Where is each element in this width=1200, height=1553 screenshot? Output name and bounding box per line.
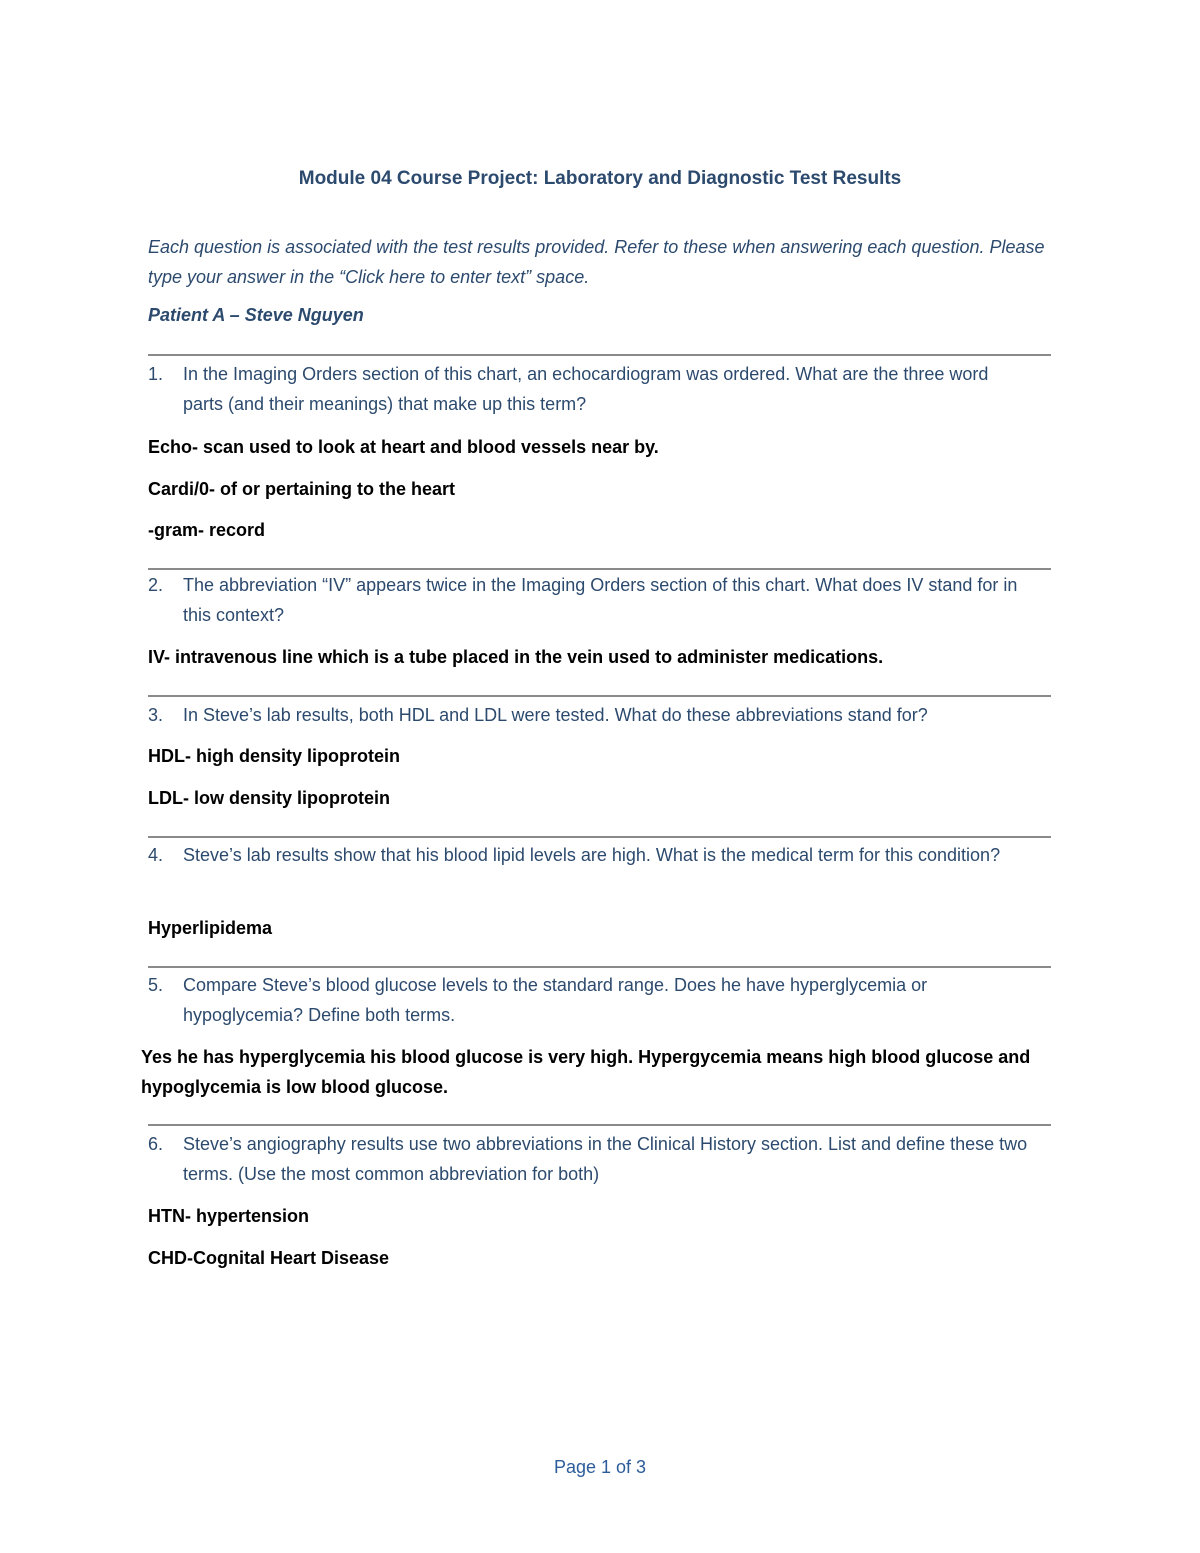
question-text: The abbreviation “IV” appears twice in the Imaging Orders section of this chart. What does IV stand for in this context? — [183, 575, 1018, 625]
question-text: Steve’s lab results show that his blood lipid levels are high. What is the medical term for this condition? — [183, 845, 1001, 865]
patient-heading: Patient A – Steve Nguyen — [148, 305, 364, 325]
question-number: 1. — [148, 364, 164, 384]
answer-field[interactable]: IV- intravenous line which is a tube placed in the vein used to administer medications. — [148, 647, 884, 667]
answer-field[interactable]: Echo- scan used to look at heart and blood vessels near by. — [148, 437, 659, 457]
question-number: 3. — [148, 705, 164, 725]
answer-field[interactable]: CHD-Cognital Heart Disease — [148, 1248, 390, 1268]
question-divider — [148, 836, 1051, 838]
question-number: 6. — [148, 1134, 164, 1154]
answer-field[interactable]: HDL- high density lipoprotein — [148, 746, 400, 766]
question-divider — [148, 966, 1051, 968]
question-number: 2. — [148, 575, 164, 595]
question-6 — [148, 1129, 1028, 1189]
question-4 — [148, 840, 1028, 870]
answer-field[interactable]: HTN- hypertension — [148, 1206, 310, 1226]
question-text: Compare Steve’s blood glucose levels to the standard range. Does he have hyperglycemia or hypoglycemia? Define both terms. — [183, 975, 928, 1025]
question-number: 4. — [148, 845, 164, 865]
question-3 — [148, 700, 1028, 730]
instructions-text: Each question is associated with the test results provided. Refer to these when answering each question. Please type your answer in the “Click here to enter text” space. — [148, 237, 1045, 287]
answer-field[interactable]: Yes he has hyperglycemia his blood glucose is very high. Hypergycemia means high blood glucose and hypoglycemia is low blood glucose. — [141, 1047, 1031, 1097]
question-text: In the Imaging Orders section of this chart, an echocardiogram was ordered. What are the three word parts (and their meanings) that make up this term? — [183, 364, 989, 414]
question-divider — [148, 1124, 1051, 1126]
question-divider — [148, 695, 1051, 697]
answer-field[interactable]: Cardi/0- of or pertaining to the heart — [148, 479, 456, 499]
answer-field[interactable]: -gram- record — [148, 520, 266, 540]
question-text: In Steve’s lab results, both HDL and LDL were tested. What do these abbreviations stand for? — [183, 705, 928, 725]
document-title: Module 04 Course Project: Laboratory and Diagnostic Test Results — [298, 168, 902, 189]
answer-field[interactable]: LDL- low density lipoprotein — [148, 788, 390, 808]
page-number: Page 1 of 3 — [553, 1457, 647, 1477]
question-text: Steve’s angiography results use two abbreviations in the Clinical History section. List and define these two terms. (Use the most common abbreviation for both) — [183, 1134, 1028, 1184]
answer-field[interactable]: Hyperlipidema — [148, 918, 273, 938]
question-5 — [148, 970, 1028, 1030]
question-1 — [148, 359, 1028, 419]
question-divider — [148, 354, 1051, 356]
question-number: 5. — [148, 975, 164, 995]
question-2 — [148, 570, 1028, 630]
